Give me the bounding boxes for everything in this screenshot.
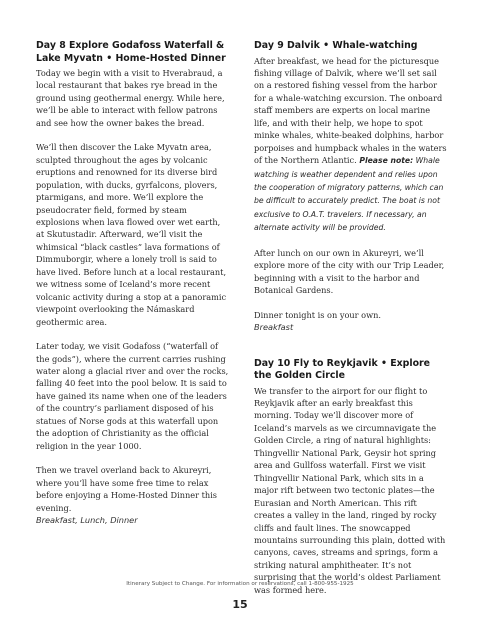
day9-paragraph-3: Dinner tonight is on your own. bbox=[254, 309, 381, 320]
day8-paragraph-3: Later today, we visit Godafoss (“waterfall of the gods”), where the current carries rushing water along a glacial river and over the rocks, falling 40 feet into the pool below. It is said to have gained its name when one of the leaders of the country’s parliament disposed of his statues of Norse gods at this waterfall upon the adoption of Christianity as the official religion in the year 1000. bbox=[36, 341, 229, 451]
left-column bbox=[36, 40, 230, 526]
day9-heading: Day 9 Dalvik • Whale-watching bbox=[254, 40, 418, 51]
day9-paragraph-1 bbox=[254, 55, 448, 235]
day8-paragraph-1: Today we begin with a visit to Hverabraud, a local restaurant that bakes rye bread in the ground using geothermal energy. While here, we’ll be able to interact with fellow patrons and see how the owner bakes the bread. bbox=[36, 68, 225, 128]
page-number: 15 bbox=[232, 598, 248, 611]
day9-meals: Breakfast bbox=[254, 322, 294, 333]
whale-watching-note bbox=[254, 156, 443, 232]
day8-meals: Breakfast, Lunch, Dinner bbox=[36, 514, 138, 525]
day10-paragraph-1: We transfer to the airport for our flight to Reykjavik after an early breakfast this morning. Today we’ll discover more of Iceland’s marvels as we circumnavigate the Golden Circle, a ring of natural highlights: Thingvellir National Park, Geysir hot spring area and Gullfoss waterfall. First we visit Thingvellir National Park, which sits in a major rift between two tectonic plates—the Eurasian and North American. This rift creates a valley in the land, ringed by rocky cliffs and fault lines. The snowcapped mountains surrounding this plain, dotted with canyons, caves, streams and springs, form a striking natural amphitheater. It’s not surprising that the world’s oldest Parliament was formed here. bbox=[254, 385, 446, 595]
day8-paragraph-4: Then we travel overland back to Akureyri, where you’ll have some free time to relax before enjoying a Home-Hosted Dinner this evening. bbox=[36, 465, 218, 513]
page-footer: Itinerary Subject to Change. For information or reservations, call 1-800-955-1925 bbox=[126, 581, 354, 587]
right-column bbox=[254, 40, 448, 596]
day8-heading: Day 8 Explore Godafoss Waterfall & Lake Myvatn • Home-Hosted Dinner bbox=[36, 40, 226, 64]
day9-paragraph-2: After lunch on our own in Akureyri, we’ll explore more of the city with our Trip Leader, beginning with a visit to the harbor and Botanical Gardens. bbox=[254, 247, 445, 296]
note-label: Please note: bbox=[359, 156, 414, 166]
day9-paragraph-1-text: After breakfast, we head for the picturesque fishing village of Dalvik, where we’ll set sail on a restored fishing vessel from the harbor for a whale-watching excursion. The onboard staff members are experts on local marine life, and with their help, we hope to spot minke whales, white-beaked dolphins, harbor porpoises and humpback whales in the waters of the Northern Atlantic. bbox=[254, 55, 447, 166]
day8-paragraph-2: We’ll then discover the Lake Myvatn area, sculpted throughout the ages by volcanic eruptions and renowned for its diverse bird population, with ducks, gyrfalcons, plovers, ptarmigans, and more. We’ll explore the pseudocrater field, formed by steam explosions when lava flowed over wet earth, at Skutustadir. Afterward, we’ll visit the whimsical “black castles” lava formations of Dimmuborgir, where a lonely troll is said to have lived. Before lunch at a local restaurant, we witness some of Iceland’s more recent volcanic activity during a stop at a panoramic viewpoint overlooking the Námaskard geothermic area. bbox=[36, 142, 227, 327]
day10-heading: Day 10 Fly to Reykjavik • Explore the Golden Circle bbox=[254, 357, 431, 382]
note-text: Whale watching is weather dependent and relies upon the cooperation of migratory patterns, which can be difficult to accurately predict. The boat is not exclusive to O.A.T. travelers. If necessary, an alternate activity will be provided. bbox=[254, 156, 444, 233]
